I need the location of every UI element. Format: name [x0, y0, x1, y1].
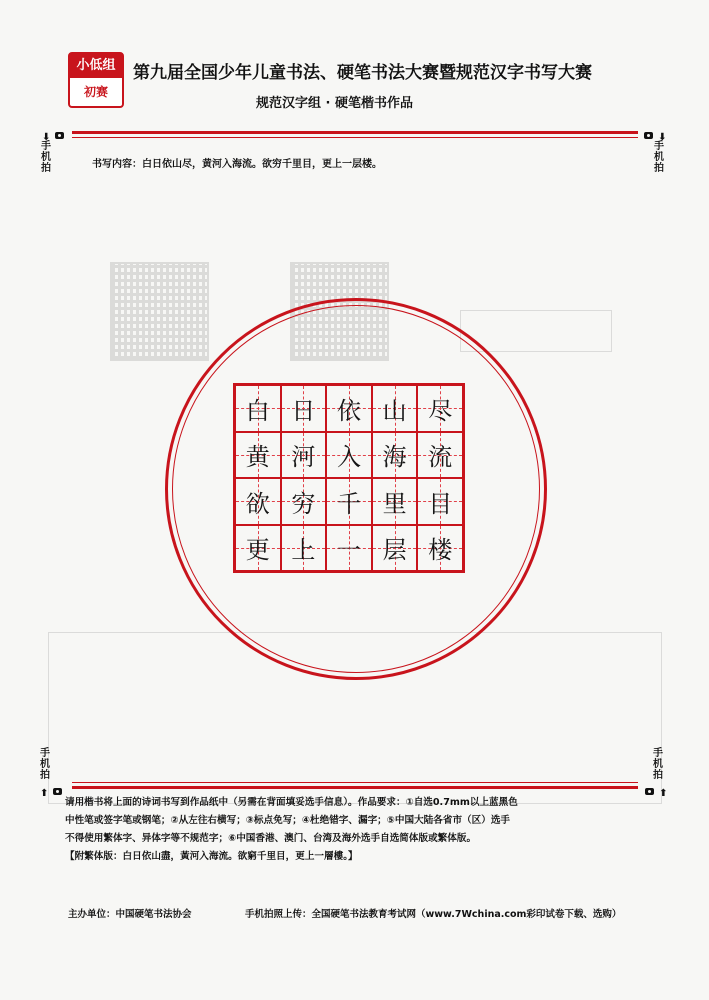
- grid-cell: 千: [326, 478, 372, 525]
- instructions: [65, 794, 643, 866]
- arrow-down-icon: ⬇: [658, 132, 667, 143]
- writing-grid: [233, 383, 465, 573]
- grid-cell: 穷: [281, 478, 327, 525]
- instruction-line: 不得使用繁体字、异体字等不规范字；⑥中国香港、澳门、台湾及海外选手自选简体版或繁体版。: [65, 833, 477, 844]
- grid-cell: 海: [372, 432, 418, 479]
- camera-icon: [645, 788, 654, 795]
- grid-cell: 尽: [417, 385, 463, 432]
- upload-info: 手机拍照上传：全国硬笔书法教育考试网（www.7Wchina.com彩印试卷下载、选购）: [245, 909, 622, 920]
- grid-cell: 上: [281, 525, 327, 572]
- marker-bottom-left: [40, 781, 62, 800]
- bottom-rule-thin: [72, 782, 638, 783]
- top-rule-thick: [72, 131, 638, 134]
- camera-icon: [55, 132, 64, 139]
- grid-cell: 流: [417, 432, 463, 479]
- camera-icon: [644, 132, 653, 139]
- side-label-bottom-left: 手机拍: [40, 748, 50, 781]
- group-label: 小低组: [70, 54, 122, 78]
- content-text: 白日依山尽，黄河入海流。欲穷千里目，更上一层楼。: [142, 159, 382, 170]
- instruction-line: 中性笔或签字笔或钢笔；②从左往右横写；③标点免写；④杜绝错字、漏字；⑤中国大陆各省市（区）选手: [65, 815, 511, 826]
- grid-cell: 依: [326, 385, 372, 432]
- round-label: 初赛: [83, 85, 108, 99]
- group-badge: [68, 52, 124, 108]
- arrow-down-icon: ⬇: [42, 132, 51, 143]
- content-label: 书写内容：: [92, 159, 142, 170]
- side-label-bottom-right: 手机拍: [653, 748, 663, 781]
- grid-cell: 入: [326, 432, 372, 479]
- show-through-qr: [110, 262, 209, 361]
- grid-cell: 日: [281, 385, 327, 432]
- side-label-top-right: 手机拍: [654, 141, 664, 174]
- marker-bottom-right: [645, 781, 667, 800]
- organizer: 主办单位：中国硬笔书法协会: [68, 909, 192, 920]
- side-label-top-left: 手机拍: [41, 141, 51, 174]
- instruction-line: 请用楷书将上面的诗词书写到作品纸中（另需在背面填妥选手信息）。作品要求：①自选0.7mm以上蓝黑色: [65, 797, 518, 808]
- top-rule-thin: [72, 137, 638, 138]
- grid-cell: 更: [235, 525, 281, 572]
- traditional-version-line: 【附繁体版：白日依山盡，黃河入海流。欲窮千里目，更上一層樓。】: [65, 851, 358, 862]
- grid-cell: 里: [372, 478, 418, 525]
- grid-cell: 黄: [235, 432, 281, 479]
- grid-cell: 白: [235, 385, 281, 432]
- grid-cell: 一: [326, 525, 372, 572]
- grid-cell: 层: [372, 525, 418, 572]
- grid-cell: 欲: [235, 478, 281, 525]
- arrow-up-icon: ⬆: [40, 788, 49, 799]
- grid-cell: 目: [417, 478, 463, 525]
- content-line: [92, 155, 382, 170]
- arrow-up-icon: ⬆: [659, 788, 668, 799]
- grid-cell: 山: [372, 385, 418, 432]
- bottom-rule-thick: [72, 786, 638, 789]
- page-title: 第九届全国少年儿童书法、硬笔书法大赛暨规范汉字书写大赛: [133, 63, 592, 83]
- camera-icon: [53, 788, 62, 795]
- grid-cell: 楼: [417, 525, 463, 572]
- grid-cell: 河: [281, 432, 327, 479]
- page-subtitle: 规范汉字组 · 硬笔楷书作品: [256, 96, 413, 111]
